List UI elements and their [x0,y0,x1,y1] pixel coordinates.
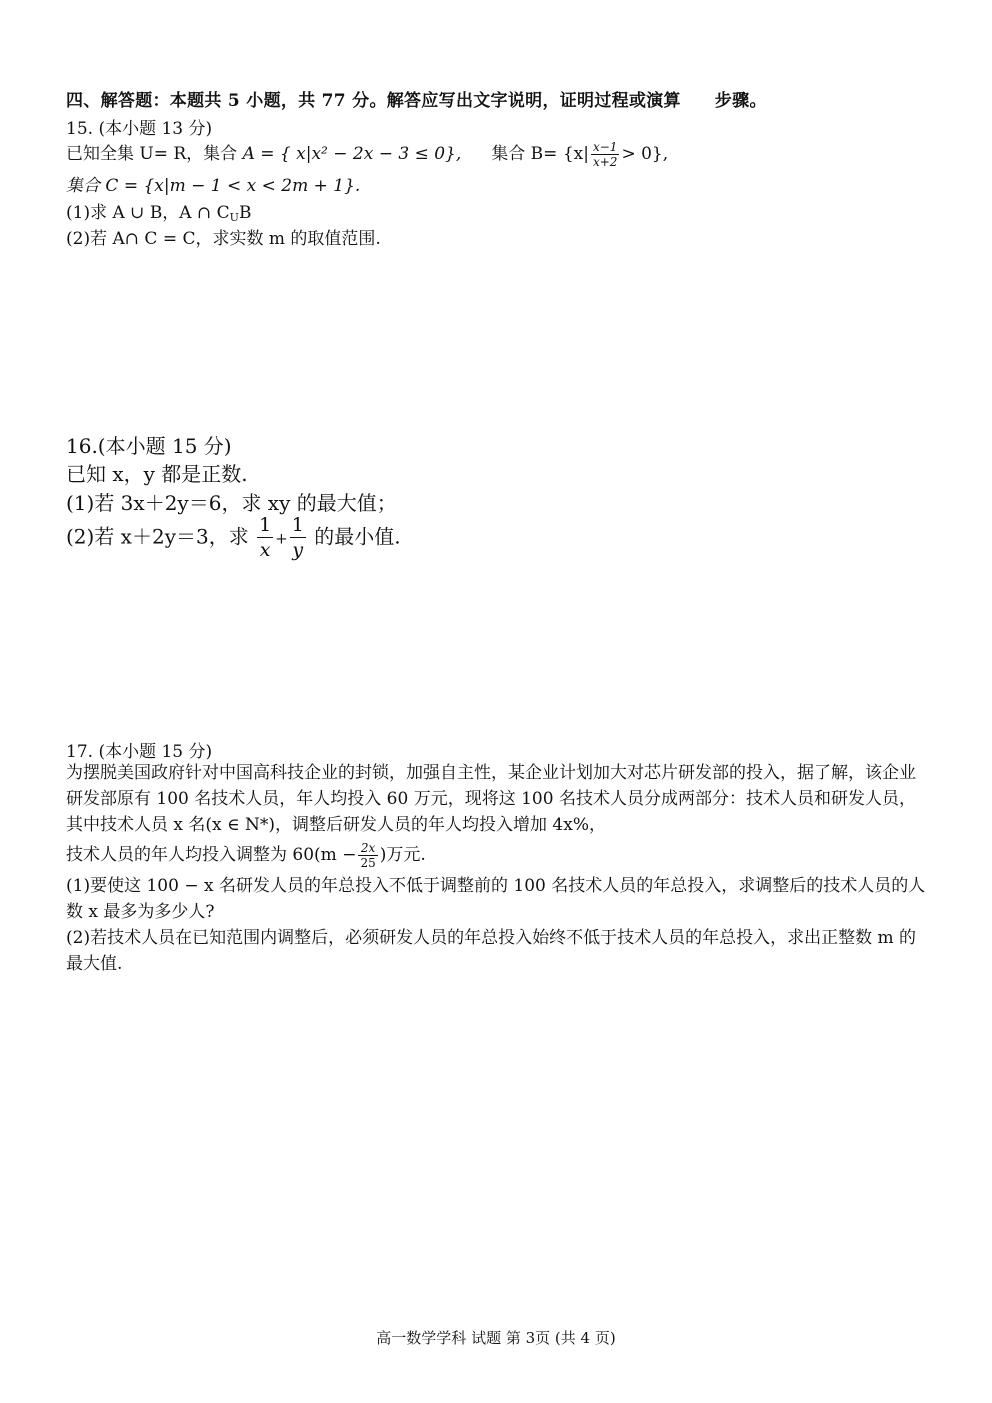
q15-set-b-intro: 集合 B= {x| [491,144,589,164]
page-footer: 高一数学学科 试题 第 3页 (共 4 页) [376,1329,616,1347]
q15-fraction-den: x+2 [592,155,618,169]
q16-fraction-1-over-x [257,516,273,560]
q16-part2-text: (2)若 x＋2y＝3，求 [66,524,249,549]
q17-line4-text: 技术人员的年人均投入调整为 60(m − [66,845,357,865]
q15-set-b-tail: > 0}, [621,144,669,164]
q17-part1: (1)要使这 100 − x 名研发人员的年总投入不低于调整前的 100 名技术人员的年总投入，求调整后的技术人员的人数 x 最多为多少人? [66,876,926,922]
q15-intro: 已知全集 U= R，集合 [66,144,243,164]
q16-part2 [66,516,401,560]
q16-heading: 16.(本小题 15 分) [66,434,232,458]
section-title-main: 四、解答题：本题共 5 小题，共 77 分。解答应写出文字说明，证明过程或演算 [66,91,681,111]
q16-frac1-num: 1 [259,514,272,536]
q16-part2-tail: 的最小值. [314,524,401,549]
q15-part2: (2)若 A∩ C = C，求实数 m 的取值范围. [66,229,381,249]
q16-frac2-den: y [292,539,304,561]
q16-fraction-1-over-y [290,516,306,560]
q17-paragraph: 为摆脱美国政府针对中国高科技企业的封锁，加强自主性，某企业计划加大对芯片研发部的投入，据了解，该企业研发部原有 100 名技术人员，年人均投入 60 万元，现将这 100 名技术人员分成两部分：技术人员和研发人员，其中技术人员 x 名(x ∈ N*)，调整后研发人员的年人均投入增加 4x%， [66,763,916,835]
q15-line1 [66,139,668,168]
q15-fraction-num: x−1 [592,140,618,154]
q15-fraction [591,141,619,168]
q15-heading: 15. (本小题 13 分) [66,119,213,139]
q16-frac1-den: x [259,539,271,561]
q17-fraction-den: 25 [360,856,376,870]
q16-part1: (1)若 3x＋2y＝6，求 xy 的最大值； [66,491,397,515]
q15-set-a: A = { x|x² − 2x − 3 ≤ 0}, [242,144,462,164]
q16-frac2-num: 1 [291,514,304,536]
section-title-tail: 步骤。 [714,91,767,111]
q17-line4-tail: )万元. [379,845,426,865]
q17-part2: (2)若技术人员在已知范围内调整后，必须研发人员的年总投入始终不低于技术人员的年总投入，求出正整数 m 的最大值. [66,928,917,974]
q15-line2: 集合 C = {x|m − 1 < x < 2m + 1}. [66,176,361,196]
q16-plus: + [275,529,288,548]
q17-fraction-num: 2x [358,842,377,856]
q16-line1: 已知 x，y 都是正数. [66,462,248,486]
q15-part1-tail: B [238,203,252,223]
q17-heading: 17. (本小题 15 分) [66,742,213,762]
q17-line4 [66,840,426,869]
q17-fraction [358,842,377,869]
section-title [66,86,767,111]
q15-part1-subscript: U [229,211,239,224]
q15-part1 [66,198,251,224]
q15-part1-text: (1)求 A ∪ B，A ∩ C [66,203,230,223]
